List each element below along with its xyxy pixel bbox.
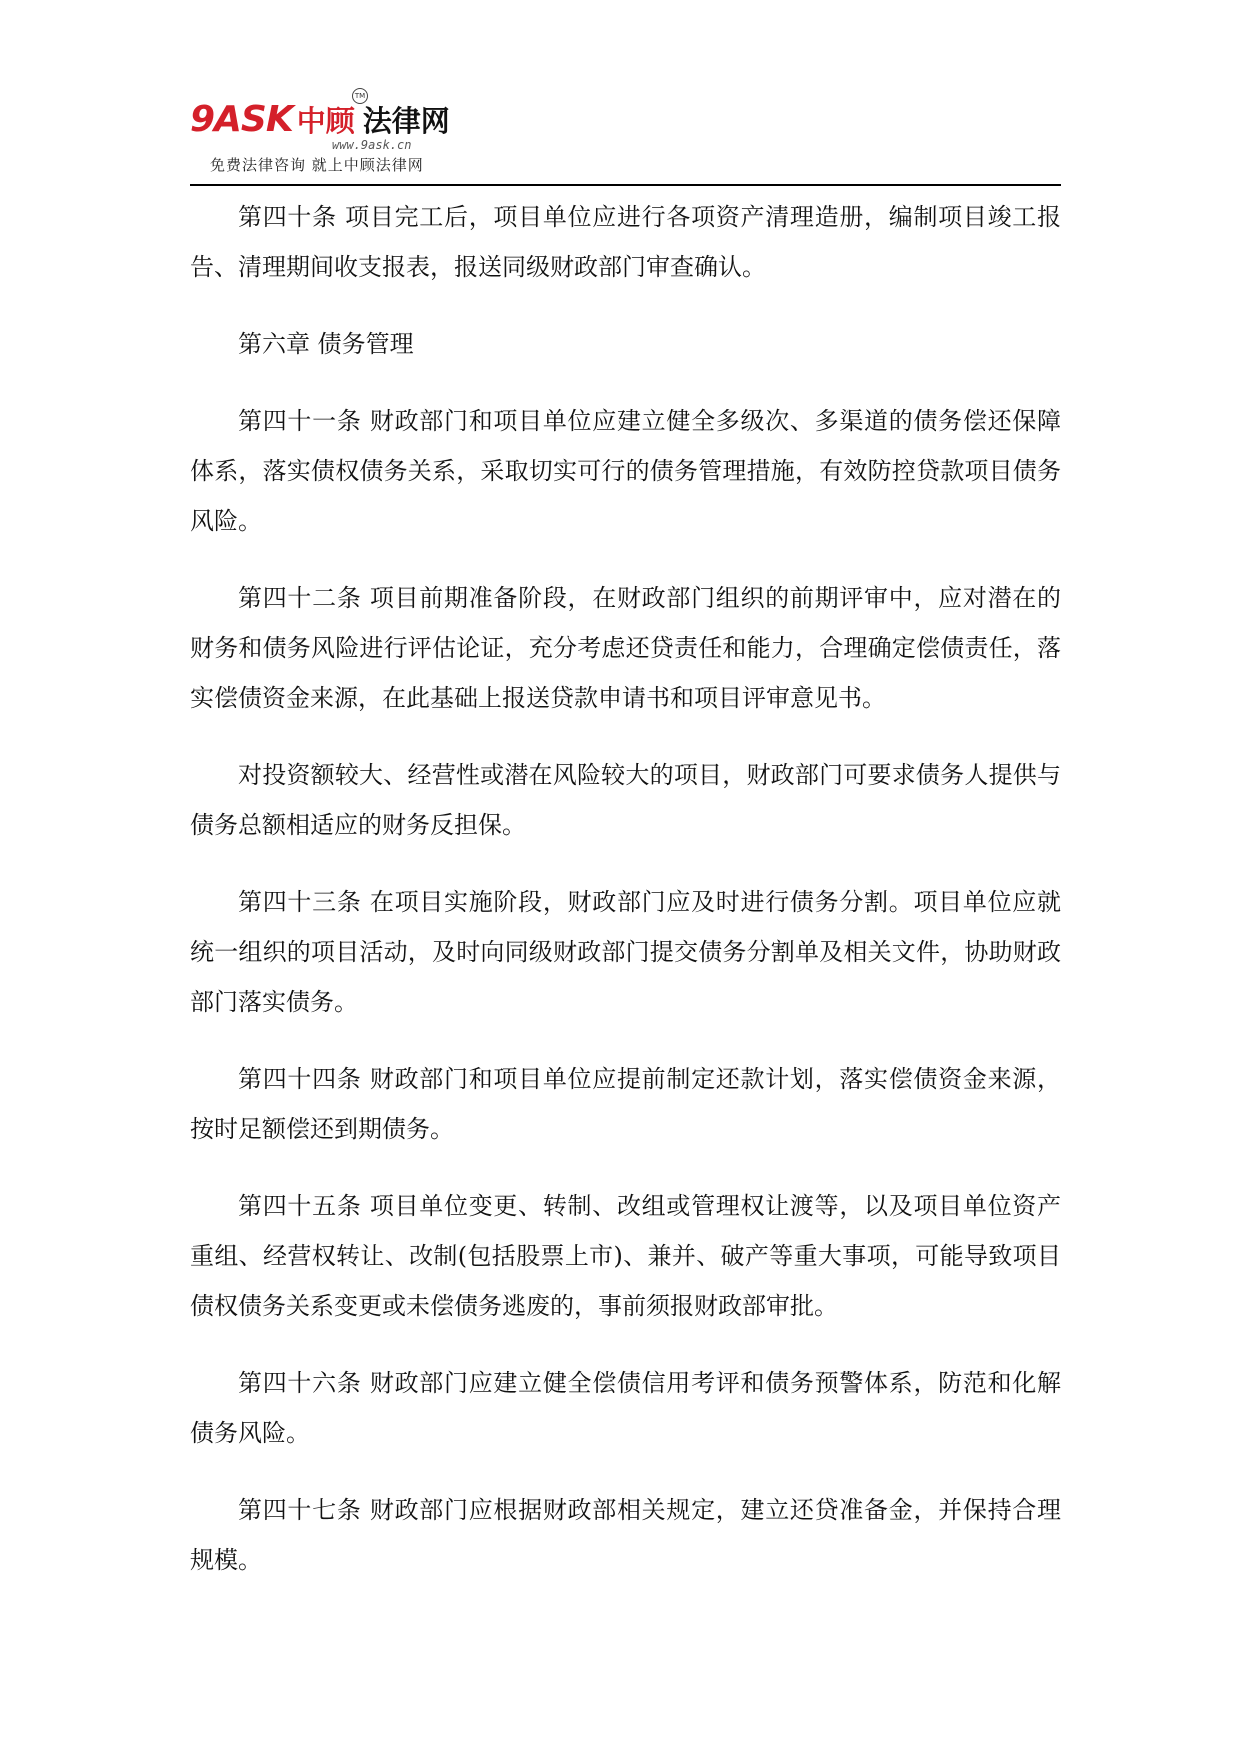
article-44: 第四十四条 财政部门和项目单位应提前制定还款计划，落实偿债资金来源，按时足额偿还到期债务。 (190, 1065, 1061, 1143)
article-42: 第四十二条 项目前期准备阶段，在财政部门组织的前期评审中，应对潜在的财务和债务风险进行评估论证，充分考虑还贷责任和能力，合理确定偿债责任，落实偿债资金来源，在此基础上报送贷款申请书和项目评审意见书。 (190, 584, 1061, 712)
article-45: 第四十五条 项目单位变更、转制、改组或管理权让渡等，以及项目单位资产重组、经营权转让、改制(包括股票上市)、兼并、破产等重大事项，可能导致项目债权债务关系变更或未偿债务逃废的，事前须报财政部审批。 (190, 1192, 1061, 1320)
header-divider (190, 184, 1061, 186)
trademark-icon: TM (352, 88, 368, 104)
logo-url: www.9ask.cn (332, 138, 412, 152)
article-46: 第四十六条 财政部门应建立健全偿债信用考评和债务预警体系，防范和化解债务风险。 (190, 1369, 1061, 1447)
article-42-clause: 对投资额较大、经营性或潜在风险较大的项目，财政部门可要求债务人提供与债务总额相适应的财务反担保。 (190, 761, 1061, 839)
site-header (190, 88, 1061, 184)
article-43: 第四十三条 在项目实施阶段，财政部门应及时进行债务分割。项目单位应就统一组织的项目活动，及时向同级财政部门提交债务分割单及相关文件，协助财政部门落实债务。 (190, 888, 1061, 1016)
article-40: 第四十条 项目完工后，项目单位应进行各项资产清理造册，编制项目竣工报告、清理期间收支报表，报送同级财政部门审查确认。 (190, 203, 1061, 281)
logo-brand-red: 中顾 (296, 104, 355, 138)
logo-9ask-text: 9ASK (190, 99, 293, 140)
logo-slogan: 免费法律咨询 就上中顾法律网 (210, 156, 424, 174)
logo-brand-black: 法律网 (362, 104, 450, 138)
article-41: 第四十一条 财政部门和项目单位应建立健全多级次、多渠道的债务偿还保障体系，落实债权债务关系，采取切实可行的债务管理措施，有效防控贷款项目债务风险。 (190, 407, 1061, 535)
document-body (190, 192, 1061, 1612)
logo (190, 98, 450, 138)
chapter-6-heading: 第六章 债务管理 (238, 330, 414, 358)
article-47: 第四十七条 财政部门应根据财政部相关规定，建立还贷准备金，并保持合理规模。 (190, 1496, 1061, 1574)
